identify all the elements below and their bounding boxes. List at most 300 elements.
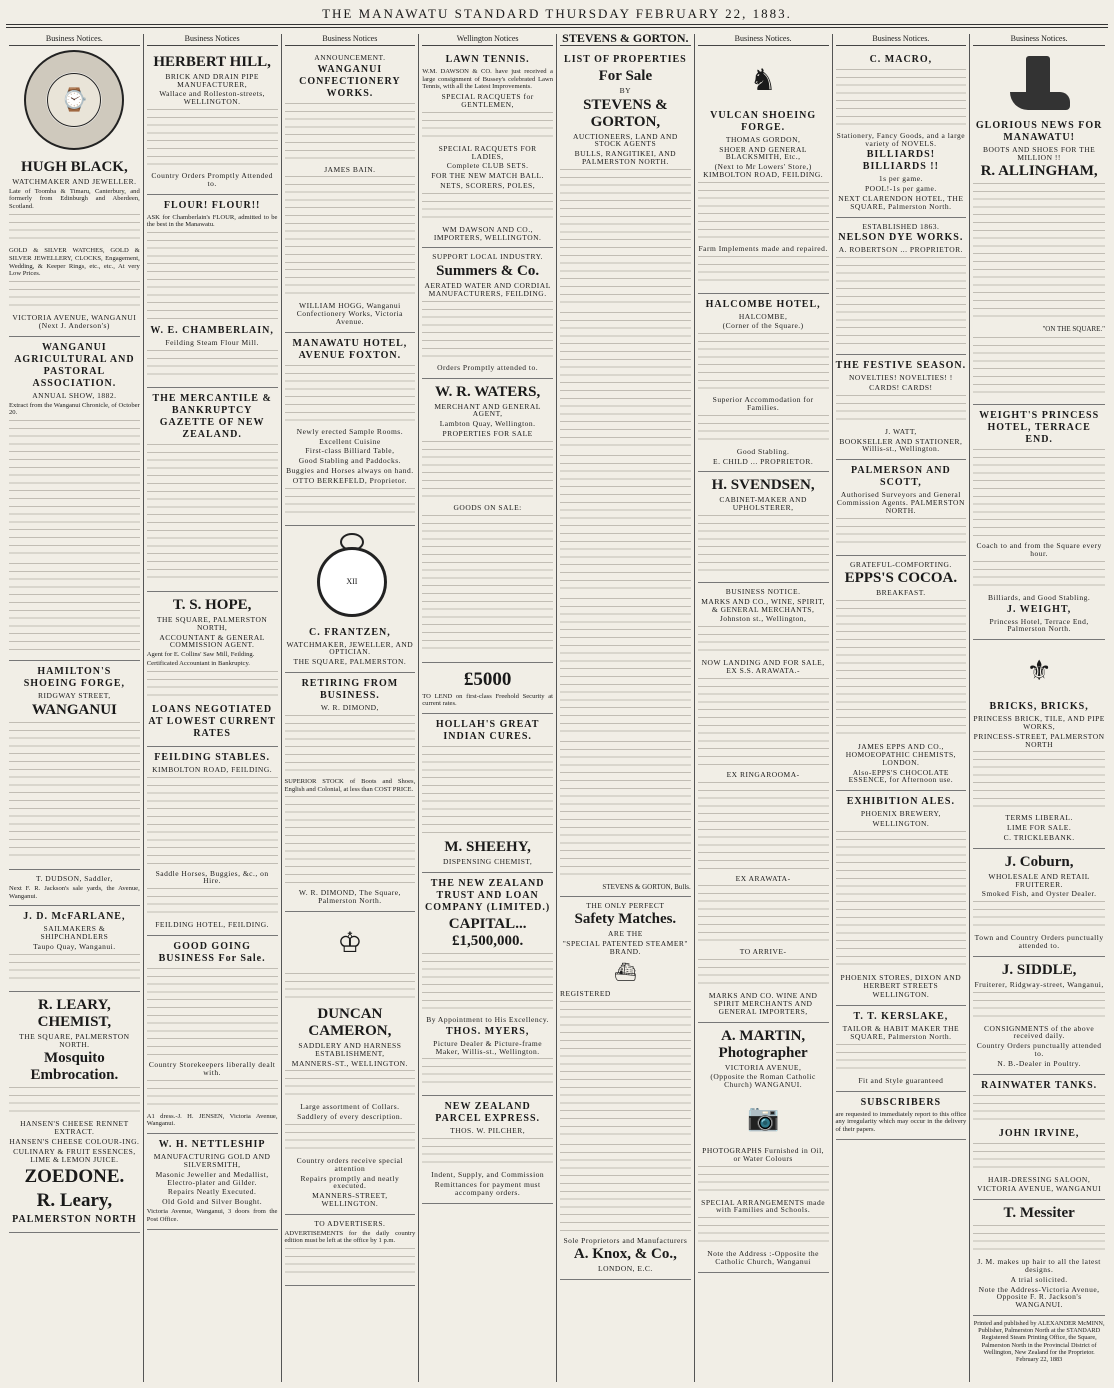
column-8	[970, 34, 1108, 1382]
text-block	[147, 777, 278, 867]
text-block	[560, 1144, 691, 1234]
ad-line: Complete CLUB SETS.	[446, 161, 529, 171]
ad-line: SHOER AND GENERAL BLACKSMITH, Etc.,	[719, 144, 807, 162]
ad-line: BREAKFAST.	[876, 588, 926, 598]
text-block	[560, 169, 691, 309]
ad-wanganui-agricultural	[9, 337, 140, 661]
text-block	[147, 444, 278, 584]
ad-line: WATCHMAKER, JEWELLER, AND OPTICIAN.	[286, 639, 414, 657]
ad-title: ANNOUNCEMENT.	[314, 52, 386, 62]
ad-macro	[836, 49, 967, 218]
ad-line: GOODS ON SALE:	[453, 502, 522, 512]
ad-title: BUSINESS NOTICE.	[725, 586, 801, 596]
ad-title: C. FRANTZEN,	[309, 626, 391, 638]
ad-line: Note the Address-Victoria Avenue, Opposite F. R. Jackson's WANGANUI.	[978, 1284, 1100, 1310]
ad-line: PRINCESS BRICK, TILE, AND PIPE WORKS,	[973, 714, 1105, 731]
column-header: Business Notices.	[836, 34, 967, 46]
ad-nelson-dye-works	[836, 218, 967, 356]
ad-line: Superior Accommodation for Families.	[712, 395, 814, 412]
ad-mcfarlane	[9, 906, 140, 991]
text-block	[285, 973, 416, 1003]
ad-halcombe-hotel	[698, 294, 829, 473]
ad-title: FEILDING STABLES.	[154, 751, 270, 763]
ad-title: MANAWATU HOTEL, AVENUE FOXTON.	[292, 337, 408, 361]
ad-line: EX ARAWATA-	[735, 873, 791, 883]
ad-title: J. Coburn,	[1004, 853, 1074, 870]
crest-illustration	[973, 647, 1105, 697]
ad-line: MARKS AND CO., WINE, SPIRIT, & GENERAL MERCHANTS,	[701, 596, 825, 614]
ad-line: JAMES EPPS AND CO., HOMOEOPATHIC CHEMISTS, LONDON.	[845, 742, 957, 767]
ad-line: MERCHANT AND GENERAL AGENT,	[434, 401, 541, 419]
ad-line: Authorised Surveyors and General Commission Agents. PALMERSTON NORTH.	[836, 490, 965, 515]
ad-line: GOLD & SILVER WATCHES, GOLD & SILVER JEWELLERY, CLOCKS, Engagement, Wedding, & Keeper Rings, etc., etc., At very Low Prices.	[9, 246, 140, 278]
ad-line: THOS. MYERS,	[445, 1025, 530, 1037]
ad-exhibition-ales	[836, 791, 967, 1006]
steamship-icon: ⛴	[613, 961, 637, 982]
ad-line: Repairs Neatly Executed.	[167, 1187, 257, 1197]
ad-line: M. SHEEHY,	[444, 839, 531, 856]
ad-hollah-cures	[422, 714, 553, 873]
ad-line: Indent, Supply, and Commission	[431, 1170, 545, 1180]
ad-title: GLORIOUS NEWS FOR MANAWATU!	[975, 119, 1103, 143]
ad-title: NEW ZEALAND PARCEL EXPRESS.	[435, 1101, 541, 1125]
ad-line: Smoked Fish, and Oyster Dealer.	[981, 889, 1097, 899]
text-block	[973, 449, 1105, 539]
ad-line: AERATED WATER AND CORDIAL MANUFACTURERS, FEILDING.	[424, 281, 551, 298]
ad-dudson	[9, 870, 140, 906]
ad-line: FOR THE NEW MATCH BALL.	[431, 171, 544, 181]
ad-line: WANGANUI CONFECTIONERY WORKS.	[299, 63, 401, 99]
ad-line: MANNERS-ST., WELLINGTON.	[291, 1058, 408, 1068]
text-block	[147, 109, 278, 169]
ad-line: Next F. R. Jackson's sale yards, the Avenue, Wanganui.	[9, 884, 140, 900]
ad-title: A. MARTIN, Photographer	[718, 1027, 808, 1061]
ad-line: TO LEND on first-class Freehold Security at current rates.	[422, 692, 553, 708]
ad-line: Note the Address :-Opposite the Catholic Church, Wanganui	[707, 1249, 819, 1266]
text-block	[973, 561, 1105, 591]
ad-line: JOHN IRVINE,	[998, 1127, 1080, 1139]
ad-line: MANNERS-STREET, WELLINGTON.	[312, 1191, 388, 1208]
ad-title: PALMERSON AND SCOTT,	[850, 465, 951, 489]
ad-line: ANNUAL SHOW, 1882.	[32, 390, 117, 400]
boot-illustration	[973, 56, 1105, 116]
column-2	[144, 34, 282, 1382]
text-block	[973, 1225, 1105, 1255]
ad-line: Extract from the Wanganui Chronicle, of October 20.	[9, 401, 140, 417]
text-block	[9, 954, 140, 984]
ad-title: BRICKS, BRICKS,	[989, 701, 1089, 713]
ad-title: HALCOMBE HOTEL,	[705, 298, 821, 310]
ad-line: THE SQUARE, PALMERSTON NORTH.	[19, 1031, 130, 1049]
ad-line: Taupo Quay, Wanganui.	[33, 941, 116, 951]
ad-line: BULLS, RANGITIKEI, AND PALMERSTON NORTH.	[574, 149, 677, 166]
ad-line: WELLINGTON.	[872, 990, 930, 1000]
ad-line: Buggies and Horses always on hand.	[286, 465, 414, 475]
ad-title: R. LEARY, CHEMIST,	[37, 996, 112, 1030]
ad-line: Farm Implements made and repaired.	[698, 243, 828, 253]
masthead: THE MANAWATU STANDARD THURSDAY FEBRUARY 22, 1883.	[322, 6, 792, 21]
column-1	[6, 34, 144, 1382]
ad-line: Old Gold and Silver Bought.	[162, 1197, 263, 1207]
column-7	[833, 34, 971, 1382]
ad-vulcan-forge	[698, 49, 829, 294]
ad-line: NOVELTIES! NOVELTIES! !	[848, 373, 953, 383]
ad-line: THE SQUARE, PALMERSTON.	[293, 657, 407, 667]
text-block	[422, 301, 553, 361]
ad-title: T. T. KERSLAKE,	[853, 1011, 949, 1023]
ad-five-thousand	[422, 663, 553, 715]
ad-line: By Appointment to His Excellency.	[426, 1014, 550, 1024]
ad-line: Country orders receive special attention	[296, 1155, 404, 1173]
ad-line: A trial solicited.	[1010, 1274, 1068, 1284]
ad-title: THE NEW ZEALAND TRUST AND LOAN COMPANY (LIMITED.)	[425, 877, 551, 913]
text-block	[422, 193, 553, 223]
ad-line: LONDON, E.C.	[598, 1264, 653, 1274]
ad-festive-season	[836, 355, 967, 460]
ad-line: For Sale	[598, 67, 653, 84]
ad-line: WHOLESALE AND RETAIL FRUITERER.	[988, 871, 1090, 889]
ad-line: THOS. W. PILCHER,	[450, 1126, 526, 1136]
text-block	[698, 256, 829, 286]
ad-title: THE MERCANTILE & BANKRUPTCY GAZETTE OF NEW ZEALAND.	[152, 392, 272, 440]
ad-line: Late of Toomba & Timaru, Canterbury, and formerly from Edinburgh and Aberdeen, Scotland.	[9, 187, 140, 211]
ad-nettleship	[147, 1134, 278, 1229]
ad-title: SUPPORT LOCAL INDUSTRY.	[432, 252, 543, 262]
text-block	[422, 515, 553, 655]
ad-line: STEVENS & GORTON,	[583, 96, 668, 130]
ad-line: ARE THE	[607, 929, 643, 939]
ad-title: £5000	[463, 668, 512, 690]
text-block	[147, 232, 278, 322]
ad-leary	[9, 992, 140, 1234]
ad-title: WANGANUI AGRICULTURAL AND PASTORAL ASSOCIATION.	[14, 341, 135, 389]
ad-line: Agent for E. Collins' Saw Mill, Feilding.	[146, 651, 255, 659]
ad-title: T. DUDSON, Saddler,	[35, 873, 113, 883]
text-block	[560, 741, 691, 881]
ad-title: LOANS NEGOTIATED AT LOWEST CURRENT RATES	[148, 703, 276, 739]
ad-line: SAILMAKERS & SHIPCHANDLERS	[40, 924, 109, 942]
text-block	[560, 598, 691, 738]
text-block	[698, 782, 829, 872]
ad-line: PRINCESS-STREET, PALMERSTON NORTH	[973, 731, 1105, 749]
text-block	[422, 746, 553, 836]
ad-epps-cocoa	[836, 556, 967, 792]
column-3	[282, 34, 420, 1382]
ad-line: Remittances for payment must accompany orders.	[434, 1179, 541, 1197]
ad-line: J. M. makes up hair to all the latest designs.	[977, 1257, 1101, 1274]
ad-line: ACCOUNTANT & GENERAL COMMISSION AGENT.	[159, 632, 265, 650]
ad-line: AUCTIONEERS, LAND AND STOCK AGENTS	[572, 131, 678, 149]
columns	[6, 34, 1108, 1382]
horse-illustration	[698, 56, 829, 106]
text-block	[698, 678, 829, 768]
ad-title: THE ONLY PERFECT	[586, 900, 665, 910]
ad-line: J. WATT,	[884, 426, 917, 436]
text-block	[836, 1044, 967, 1074]
ad-line: CULINARY & FRUIT ESSENCES, LIME & LEMON JUICE.	[13, 1146, 136, 1164]
ad-title: Mosquito Embrocation.	[30, 1050, 119, 1084]
ad-line: KIMBOLTON ROAD, FEILDING.	[152, 764, 273, 774]
text-block	[147, 1080, 278, 1110]
ad-line: TAILOR & HABIT MAKER THE SQUARE, Palmerston North.	[842, 1024, 960, 1041]
ad-title: C. MACRO,	[869, 53, 933, 65]
ad-line: SUPERIOR STOCK of Boots and Shoes, English and Colonial, at less than COST PRICE.	[284, 777, 416, 793]
ad-line: LIME FOR SALE.	[1006, 823, 1072, 833]
ad-line: WATCHMAKER AND JEWELLER.	[12, 176, 137, 186]
column-5	[557, 34, 695, 1382]
ad-kerslake	[836, 1006, 967, 1091]
ad-line: CABINET-MAKER AND UPHOLSTERER,	[719, 495, 807, 513]
ad-title: SUBSCRIBERS	[860, 1096, 942, 1108]
ad-title: H. SVENDSEN,	[711, 477, 815, 494]
ad-line: A1 dress.-J. H. JENSEN, Victoria Avenue, Wanganui.	[146, 1112, 278, 1128]
ad-line: SADDLERY AND HARNESS ESTABLISHMENT,	[298, 1040, 402, 1058]
ad-line: Masonic Jeweller and Medallist, Electro-plater and Gilder.	[155, 1169, 269, 1187]
ad-title: FLOUR! FLOUR!!	[163, 199, 261, 211]
ad-line: are requested to immediately report to this office any irregularity which may occur in the delivery of their papers.	[835, 1110, 967, 1134]
ad-to-advertisers	[285, 1215, 416, 1286]
text-block	[285, 796, 416, 886]
ad-line: BOOKSELLER AND STATIONER, Willis-st., Wellington.	[839, 436, 963, 454]
ad-line: Country Storekeepers liberally dealt with.	[148, 1059, 276, 1077]
pocket-watch-icon: XII	[315, 533, 385, 623]
ad-line: SPECIAL RACQUETS for GENTLEMEN,	[441, 92, 534, 109]
text-block	[422, 1138, 553, 1168]
ad-line: DISPENSING CHEMIST,	[442, 857, 533, 867]
ad-line: Town and Country Orders punctually attended to.	[974, 933, 1104, 950]
ad-line: EX RINGAROOMA-	[726, 769, 800, 779]
ad-line: W. E. CHAMBERLAIN,	[150, 325, 274, 337]
crest-icon: ♔	[337, 928, 363, 960]
ad-palmerson-scott	[836, 460, 967, 555]
ad-line: Coach to and from the Square every hour.	[976, 541, 1102, 558]
ad-subscribers	[836, 1092, 967, 1140]
ad-bricks	[973, 640, 1105, 849]
ad-title: VULCAN SHOEING FORGE.	[710, 109, 817, 133]
text-block	[560, 455, 691, 595]
ad-title: HUGH BLACK,	[21, 158, 128, 175]
text-block	[973, 901, 1105, 931]
ad-line: PHOENIX STORES, DIXON AND HERBERT STREETS	[840, 972, 962, 990]
seal-icon: ⌚	[24, 50, 124, 150]
text-block	[422, 112, 553, 142]
column-header: STEVENS & GORTON.	[560, 34, 691, 46]
text-block	[147, 968, 278, 1058]
text-block	[698, 515, 829, 575]
ad-ts-hope	[147, 592, 278, 747]
ad-mercantile-gazette	[147, 388, 278, 592]
ad-line: A. Knox, & Co.,	[573, 1246, 677, 1263]
ad-line: Saddlery of every description.	[297, 1112, 403, 1122]
crest-icon: ⚜	[1026, 656, 1052, 688]
ad-messiter	[973, 1200, 1105, 1316]
ad-line: Certificated Accountant in Bankruptcy.	[146, 659, 250, 667]
ad-line: VICTORIA AVENUE, WANGANUI	[977, 1184, 1102, 1194]
ad-line: (Corner of the Square.)	[722, 321, 804, 331]
ad-line: 1s per game.	[878, 174, 923, 184]
ad-allingham-boots	[973, 49, 1105, 405]
ad-line: "ON THE SQUARE."	[1042, 325, 1105, 334]
ad-line: W. R. DIMOND,	[320, 702, 379, 712]
ad-line: Country Orders punctually attended to.	[976, 1041, 1102, 1058]
ad-line: (Opposite the Roman Catholic Church) WANGANUI.	[710, 1072, 816, 1090]
ad-line: W.M. DAWSON & CO. have just received a large consignment of Bussey's celebrated Lawn Tennis, with all the Latest Improvements.	[422, 67, 553, 91]
ad-title: LAWN TENNIS.	[445, 53, 530, 65]
ad-line: First-class Billiard Table,	[305, 446, 395, 456]
ad-line: Newly erected Sample Rooms.	[296, 426, 404, 436]
ad-line: ASK for Chamberlain's FLOUR, admitted to be the best in the Manawatu.	[146, 213, 278, 229]
ad-martin-photographer	[698, 1023, 829, 1273]
text-block	[9, 214, 140, 244]
text-block	[698, 182, 829, 242]
ad-line: SPECIAL ARRANGEMENTS made with Families and Schools.	[701, 1197, 826, 1215]
ad-line: Orders Promptly attended to.	[437, 362, 539, 372]
ad-line: FEILDING HOTEL, FEILDING.	[155, 920, 269, 930]
ad-line: N. B.-Dealer in Poultry.	[997, 1058, 1081, 1068]
text-block	[285, 103, 416, 163]
text-block	[422, 1058, 553, 1088]
ad-title: HAMILTON'S SHOEING FORGE,	[23, 666, 125, 690]
masthead-rule-2	[6, 27, 1108, 28]
ad-line: Feilding Steam Flour Mill.	[165, 338, 259, 348]
ad-siddle	[973, 957, 1105, 1075]
column-4	[419, 34, 557, 1382]
boot-icon	[1004, 56, 1074, 116]
ad-line: HAIR-DRESSING SALOON,	[988, 1174, 1091, 1184]
ad-title: W. R. WATERS,	[435, 383, 541, 400]
ad-line: BRICK AND DRAIN PIPE MANUFACTURER,	[165, 71, 259, 89]
ad-line: Saddle Horses, Buggies, &c., on Hire.	[155, 868, 269, 886]
ad-line: NOW LANDING AND FOR SALE, EX S.S. ARAWATA.-	[701, 658, 825, 675]
ad-title: RETIRING FROM BUSINESS.	[301, 677, 399, 701]
ad-irvine-tanks	[973, 1075, 1105, 1201]
text-block	[9, 563, 140, 653]
ad-line: Large assortment of Collars.	[300, 1102, 400, 1112]
text-block	[285, 488, 416, 518]
ad-lawn-tennis	[422, 49, 553, 249]
camera-icon: 📷	[746, 1103, 780, 1132]
ad-marks-co	[698, 583, 829, 1023]
ad-good-going-business	[147, 936, 278, 1134]
ad-line: Victoria Avenue, Wanganui, 3 doors from the Post Office.	[146, 1207, 278, 1223]
text-block	[560, 1001, 691, 1141]
ad-line: E. CHILD ... PROPRIETOR.	[713, 456, 814, 466]
text-block	[973, 183, 1105, 323]
ad-hamiltons-forge	[9, 661, 140, 870]
ad-line: THE SQUARE, PALMERSTON NORTH,	[156, 614, 268, 632]
ad-line: CONSIGNMENTS of the above received daily.	[984, 1023, 1095, 1041]
printer-imprint: Printed and published by ALEXANDER McMINN, Publisher, Palmerston North at the STANDARD Registered Steam Printing Office, the Square, Palmerston North in the Provincial District of Wellington, New Zealand for the Proprietor. February 22, 1883	[973, 1319, 1105, 1363]
ad-line: HANSEN'S CHEESE COLOUR-ING.	[9, 1136, 140, 1146]
column-header: Business Notices.	[973, 34, 1105, 46]
text-block	[147, 888, 278, 918]
ad-line: TERMS LIBERAL.	[1005, 813, 1073, 823]
ad-title: DUNCAN CAMERON,	[308, 1005, 392, 1039]
ad-line: Country Orders Promptly Attended to.	[151, 170, 273, 188]
text-block	[836, 257, 967, 347]
ad-line: PHOTOGRAPHS Furnished in Oil, or Water Colours	[702, 1145, 825, 1163]
ad-line: BILLIARDS! BILLIARDS !!	[862, 149, 939, 173]
ad-line: POOL!-1s per game.	[865, 184, 937, 194]
ad-title: T. Messiter	[1003, 1205, 1075, 1222]
ad-line: Princess Hotel, Terrace End, Palmerston North.	[989, 616, 1089, 634]
text-block	[9, 1087, 140, 1117]
ad-line: STEVENS & GORTON, Bulls.	[602, 882, 691, 891]
ad-title: W. H. NETTLESHIP	[158, 1139, 266, 1151]
ad-title: ZOEDONE.	[24, 1166, 125, 1188]
text-block	[9, 420, 140, 560]
ad-title: RAINWATER TANKS.	[981, 1079, 1098, 1091]
text-block	[422, 441, 553, 501]
text-block	[836, 831, 967, 971]
ad-line: Fruiterer, Ridgway-street, Wanganui,	[974, 979, 1104, 989]
ad-line: J. WEIGHT,	[1006, 603, 1072, 615]
ad-parcel-express	[422, 1096, 553, 1203]
text-block	[285, 269, 416, 299]
ad-line: Also-EPPS'S CHOCOLATE ESSENCE, for Afternoon use.	[848, 767, 954, 785]
ad-line: OTTO BERKEFELD, Proprietor.	[292, 475, 407, 485]
text-block	[560, 312, 691, 452]
ad-line: Sole Proprietors and Manufacturers	[563, 1235, 688, 1245]
ad-line: R. ALLINGHAM,	[980, 163, 1098, 180]
ad-frantzen	[285, 526, 416, 673]
ad-line: MANUFACTURING GOLD AND SILVERSMITH,	[153, 1152, 271, 1169]
text-block	[285, 715, 416, 775]
ad-line: WANGANUI	[31, 701, 117, 718]
ad-line: A. ROBERTSON ... PROPRIETOR.	[838, 245, 963, 255]
text-block	[836, 600, 967, 740]
ad-line: MARKS AND CO. WINE AND SPIRIT MERCHANTS AND GENERAL IMPORTERS,	[708, 991, 818, 1016]
ad-line: Good Stabling and Paddocks.	[298, 456, 401, 466]
text-block	[973, 1143, 1105, 1173]
ad-line: Summers & Co.	[436, 263, 540, 280]
ad-line: Fit and Style guaranteed	[858, 1075, 944, 1085]
text-block	[285, 1124, 416, 1154]
masthead-rule	[6, 24, 1108, 25]
ad-line: Lambton Quay, Wellington.	[439, 419, 536, 429]
ad-title: GRATEFUL-COMFORTING.	[849, 559, 952, 569]
ad-line: NEXT CLARENDON HOTEL, THE SQUARE, Palmerston North.	[838, 193, 964, 211]
ad-line: VICTORIA AVENUE, WANGANUI (Next J. Anderson's)	[12, 313, 137, 330]
ad-line: CARDS! CARDS!	[869, 382, 933, 392]
ad-line: C. TRICKLEBANK.	[1003, 832, 1075, 842]
text-block	[836, 395, 967, 425]
ad-line: W. R. DIMOND, The Square, Palmerston North.	[298, 888, 401, 906]
ad-line: Johnston st., Wellington,	[719, 614, 807, 624]
text-block	[285, 1070, 416, 1100]
ad-line: SPECIAL RACQUETS FOR LADIES,	[438, 143, 537, 161]
ad-dimond-retiring	[285, 673, 416, 912]
ad-title: T. S. HOPE,	[172, 596, 252, 613]
text-block	[973, 751, 1105, 811]
text-block	[147, 671, 278, 701]
ad-line: WILLIAM HOGG, Wanganui Confectionery Works, Victoria Avenue.	[296, 301, 404, 326]
ad-line: Billiards, and Good Stabling.	[988, 592, 1091, 602]
ad-line: REGISTERED	[560, 988, 611, 998]
ad-manawatu-hotel	[285, 333, 416, 526]
ad-title: J. SIDDLE,	[1001, 961, 1077, 978]
text-block	[147, 350, 278, 380]
text-block	[9, 722, 140, 862]
pocket-watch-illustration	[285, 533, 416, 623]
ad-line: R. Leary,	[36, 1190, 113, 1212]
text-block	[9, 281, 140, 311]
ad-line: Excellent Cuisine	[319, 436, 381, 446]
ad-line: THOMAS GORDON,	[725, 134, 801, 144]
ad-coburn	[973, 849, 1105, 957]
ad-line: NELSON DYE WORKS.	[838, 232, 964, 244]
ad-waters	[422, 379, 553, 663]
